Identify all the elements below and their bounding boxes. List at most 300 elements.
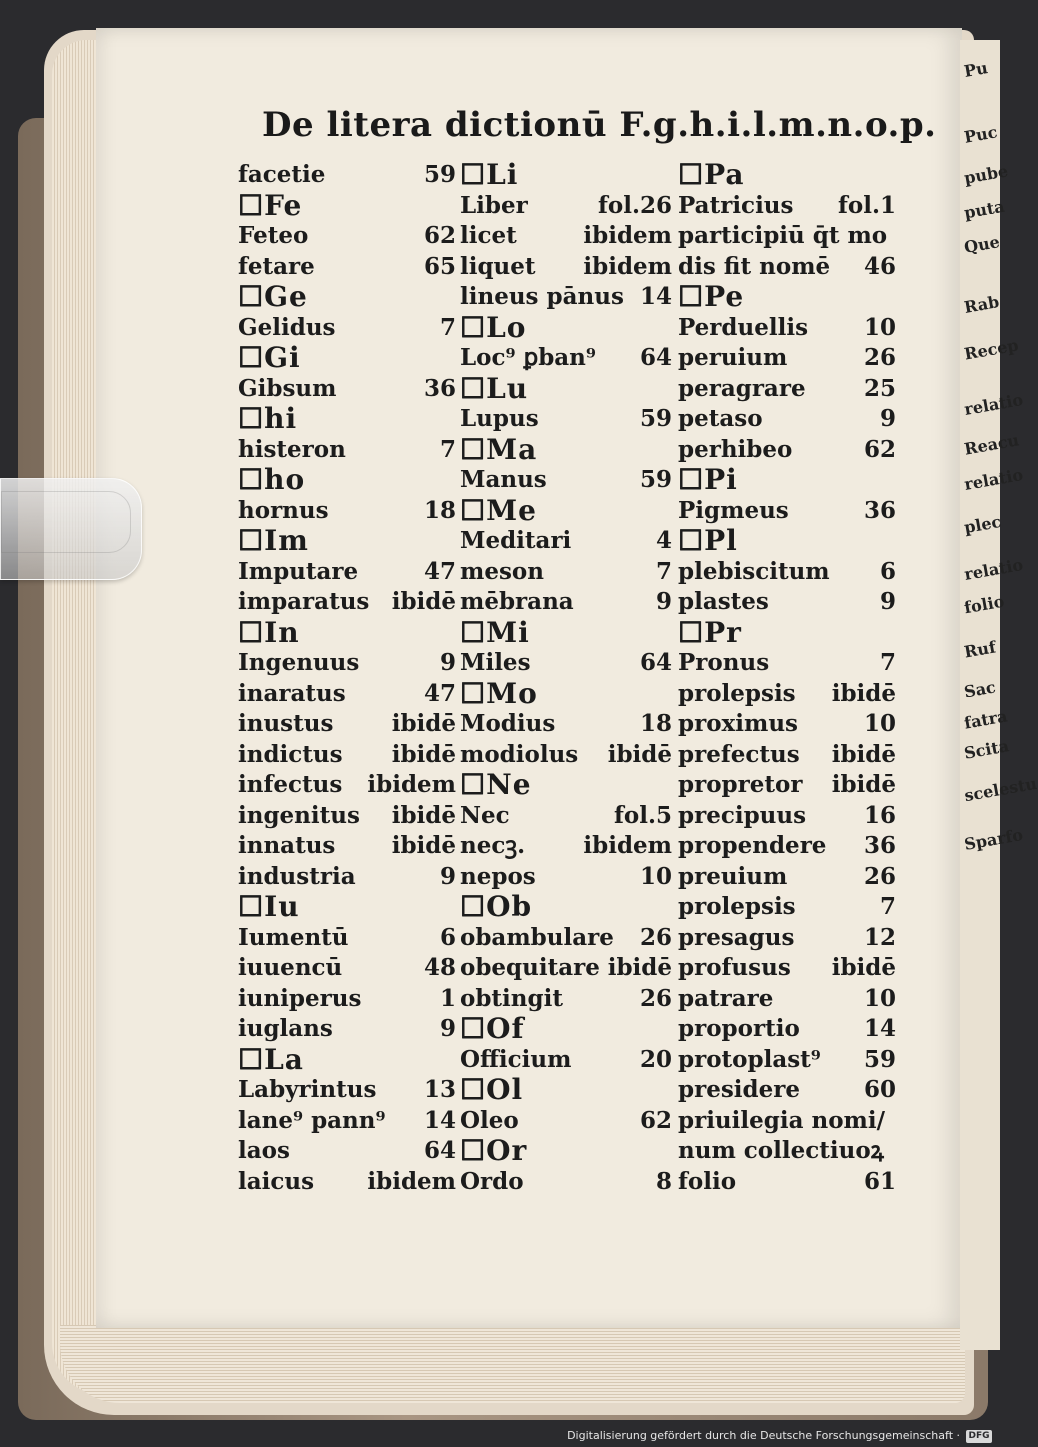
entry-term: ☐ho [238, 463, 306, 496]
entry-term: ☐Li [460, 158, 519, 191]
entry-term: ☐La [238, 1042, 304, 1076]
entry-term: ☐Mi [460, 615, 530, 649]
right-page-word: Reacu [962, 430, 1021, 459]
entry-folio: 59 [639, 405, 672, 432]
entry-term: Liber [460, 191, 528, 219]
entry-folio: 26 [863, 862, 896, 890]
letter-heading [460, 371, 672, 405]
entry-term: imparatus [238, 588, 370, 615]
index-entry [238, 923, 456, 954]
entry-folio: 16 [863, 801, 896, 829]
index-column-1 [238, 160, 456, 1197]
index-entry [238, 740, 456, 771]
entry-term: ingenitus [238, 801, 360, 829]
entry-term: ☐Gi [238, 341, 301, 374]
entry-folio: 62 [639, 1106, 672, 1134]
letter-heading [238, 465, 456, 496]
index-entry [678, 801, 896, 832]
index-entry [678, 984, 896, 1015]
index-entry [678, 374, 896, 405]
entry-folio: 7 [879, 649, 896, 676]
entry-folio: ibidē [391, 832, 456, 859]
index-entry [678, 1075, 896, 1106]
letter-heading [460, 310, 672, 344]
entry-term: ☐Lu [460, 371, 529, 405]
index-entry [678, 404, 896, 435]
right-page-word: puta [962, 196, 1006, 223]
right-page-word: Sac [962, 677, 998, 702]
entry-term: lane⁹ pann⁹ [238, 1106, 386, 1134]
entry-term: ☐Ma [460, 432, 538, 466]
index-entry [460, 984, 672, 1015]
entry-term: Modius [460, 710, 556, 737]
entry-term: Pronus [678, 649, 770, 676]
entry-term: Imputare [238, 557, 359, 585]
entry-folio: ibidē [607, 740, 672, 768]
letter-heading [238, 404, 456, 435]
entry-term: participiū q̄t mo [678, 222, 888, 249]
entry-term: Meditari [460, 527, 572, 554]
letter-heading [238, 526, 456, 557]
letter-heading [678, 526, 896, 557]
index-entry [238, 679, 456, 710]
entry-folio: 4 [655, 527, 672, 554]
index-entry [460, 221, 672, 252]
index-entry [460, 740, 672, 771]
index-entry [678, 740, 896, 771]
entry-term: propretor [678, 771, 803, 798]
entry-term: laos [238, 1137, 290, 1164]
index-entry [678, 252, 896, 283]
index-entry [460, 404, 672, 435]
entry-term: profusus [678, 954, 791, 981]
index-entry [460, 557, 672, 588]
entry-folio: 26 [639, 923, 672, 951]
entry-term: obambulare [460, 923, 614, 951]
dfg-logo-icon: DFG [966, 1430, 992, 1443]
entry-term: innatus [238, 832, 336, 859]
entry-folio: 9 [879, 405, 896, 432]
entry-term: iuniperus [238, 984, 362, 1012]
entry-term: peruium [678, 344, 788, 371]
entry-folio: 65 [423, 252, 456, 280]
entry-folio: 8 [655, 1167, 672, 1195]
entry-term: plastes [678, 588, 769, 615]
entry-term: patrare [678, 984, 774, 1012]
index-entry [238, 221, 456, 252]
entry-term: facetie [238, 161, 326, 188]
entry-term: ☐Im [238, 524, 309, 557]
page-stack-bottom [60, 1325, 965, 1403]
entry-folio: 14 [423, 1106, 456, 1134]
right-page-word: scelestu [962, 773, 1038, 806]
entry-term: obequitare [460, 954, 600, 981]
index-entry [678, 953, 896, 984]
index-entry [238, 587, 456, 618]
letter-heading [460, 1136, 672, 1167]
index-entry [238, 953, 456, 984]
right-page-word: plec [962, 511, 1003, 538]
index-entry [678, 648, 896, 679]
right-page-word: Scita [962, 736, 1011, 763]
entry-term: proximus [678, 710, 798, 737]
index-entry [460, 465, 672, 496]
entry-folio: 61 [863, 1167, 896, 1195]
entry-term: Ordo [460, 1167, 524, 1195]
entry-term: prolepsis [678, 679, 796, 707]
entry-term: ☐Pi [678, 463, 738, 496]
entry-folio: 10 [863, 984, 896, 1012]
index-entry [678, 923, 896, 954]
entry-folio: 10 [863, 313, 896, 341]
entry-term: priuilegia nomi/ [678, 1106, 886, 1134]
index-entry [238, 801, 456, 832]
index-entry [678, 1136, 896, 1167]
entry-term: Miles [460, 649, 531, 676]
index-entry [678, 892, 896, 923]
entry-term: ☐Iu [238, 890, 300, 923]
entry-term: Ingenuus [238, 649, 360, 676]
entry-term: ☐Pr [678, 615, 742, 649]
entry-term: protoplast⁹ [678, 1045, 821, 1073]
entry-folio: 18 [423, 496, 456, 524]
entry-folio: 48 [423, 954, 456, 981]
index-entry [238, 1167, 456, 1198]
entry-term: ☐In [238, 615, 300, 649]
letter-heading [238, 282, 456, 313]
right-page-word: Rab [962, 292, 1001, 317]
entry-term: perhibeo [678, 435, 793, 463]
entry-term: folio [678, 1167, 737, 1195]
entry-term: ☐Of [460, 1012, 525, 1045]
index-entry [460, 648, 672, 679]
entry-term: preuium [678, 862, 788, 890]
entry-folio: 25 [863, 374, 896, 402]
entry-term: Feteo [238, 222, 309, 249]
letter-heading [460, 676, 672, 710]
right-page-word: Ruf [962, 637, 998, 662]
entry-term: ☐Pl [678, 524, 738, 557]
entry-term: iuuencū [238, 954, 343, 981]
right-page-word: relatio [962, 465, 1025, 494]
entry-term: proportio [678, 1015, 800, 1042]
entry-term: Gibsum [238, 374, 337, 402]
index-entry [678, 1106, 896, 1137]
letter-heading [460, 892, 672, 923]
entry-folio: 47 [423, 557, 456, 585]
entry-term: Lupus [460, 405, 539, 432]
entry-folio: 59 [639, 466, 672, 493]
entry-folio: fol.5 [614, 801, 672, 829]
entry-folio: ibidē [831, 771, 896, 798]
index-entry [460, 953, 672, 984]
index-entry [460, 191, 672, 222]
right-page-word: Sparfo [962, 825, 1025, 854]
entry-folio: 7 [879, 893, 896, 920]
entry-term: infectus [238, 771, 343, 798]
entry-term: ☐Ne [460, 768, 532, 801]
entry-folio: 36 [423, 374, 456, 402]
index-entry [678, 1167, 896, 1198]
entry-folio: ibidē [391, 801, 456, 829]
index-entry [678, 770, 896, 801]
entry-term: indictus [238, 740, 343, 768]
entry-folio: 7 [439, 313, 456, 341]
right-page-word: Que [962, 232, 1002, 257]
entry-term: propendere [678, 832, 827, 859]
index-entry [238, 557, 456, 588]
index-column-2 [460, 160, 672, 1197]
letter-heading [460, 432, 672, 466]
index-entry [238, 831, 456, 862]
letter-heading [238, 1042, 456, 1076]
entry-folio: 59 [863, 1045, 896, 1073]
index-entry [460, 1106, 672, 1137]
entry-term: nepos [460, 862, 536, 890]
entry-folio: ibidē [831, 740, 896, 768]
entry-folio: 59 [423, 161, 456, 188]
entry-term: petaso [678, 405, 763, 432]
index-entry [238, 1075, 456, 1106]
entry-term: necꝫ. [460, 832, 526, 859]
index-entry [238, 374, 456, 405]
entry-term: licet [460, 222, 517, 249]
index-entry [238, 1136, 456, 1167]
entry-term: Nec [460, 801, 510, 829]
entry-folio: ibidē [831, 679, 896, 707]
entry-folio: fol.1 [838, 191, 896, 219]
letter-heading [238, 615, 456, 649]
index-column-3 [678, 160, 896, 1197]
entry-folio: 36 [863, 832, 896, 859]
entry-folio: ibidem [367, 771, 456, 798]
letter-heading [678, 615, 896, 649]
entry-folio: 9 [439, 862, 456, 890]
entry-folio: ibidē [391, 710, 456, 737]
entry-folio: 36 [863, 496, 896, 524]
footer-bar [0, 1427, 1000, 1447]
entry-term: lineus pānus [460, 283, 624, 310]
entry-folio: 10 [863, 710, 896, 737]
index-entry [678, 709, 896, 740]
letter-heading [460, 160, 672, 191]
index-entry [678, 831, 896, 862]
index-entry [678, 862, 896, 893]
index-entry [678, 587, 896, 618]
letter-heading [238, 343, 456, 374]
letter-heading [678, 160, 896, 191]
letter-heading [678, 282, 896, 313]
entry-folio: ibidem [367, 1167, 456, 1195]
index-entry [238, 1014, 456, 1045]
glass-page-holder [0, 478, 142, 580]
entry-folio: 9 [439, 1015, 456, 1042]
entry-term: ☐Or [460, 1134, 528, 1167]
entry-term: industria [238, 862, 356, 890]
entry-folio: 18 [639, 710, 672, 737]
right-page-word: relatio [962, 555, 1025, 584]
entry-term: iuglans [238, 1015, 333, 1042]
index-entry [238, 709, 456, 740]
entry-term: Patricius [678, 191, 794, 219]
entry-term: meson [460, 557, 544, 585]
entry-term: presidere [678, 1076, 800, 1103]
entry-term: ☐Fe [238, 188, 303, 222]
entry-folio: 47 [423, 679, 456, 707]
index-entry [460, 1045, 672, 1076]
index-entry [678, 191, 896, 222]
letter-heading [460, 1014, 672, 1045]
entry-term: ☐Ol [460, 1073, 524, 1106]
right-page-word: folio [962, 591, 1006, 618]
entry-folio: 12 [863, 923, 896, 951]
entry-folio: 10 [639, 862, 672, 890]
index-entry [460, 923, 672, 954]
entry-term: liquet [460, 252, 536, 280]
entry-term: ☐Ob [460, 890, 533, 923]
entry-term: Officium [460, 1045, 572, 1073]
entry-term: Pigmeus [678, 496, 789, 524]
entry-folio: 62 [863, 435, 896, 463]
entry-folio: 64 [639, 344, 672, 371]
index-entry [460, 282, 672, 313]
index-entry [238, 862, 456, 893]
entry-term: Oleo [460, 1106, 519, 1134]
index-entry [238, 648, 456, 679]
entry-term: Perduellis [678, 313, 809, 341]
entry-folio: 26 [639, 984, 672, 1012]
right-page-word: Puc [962, 122, 999, 147]
entry-term: modiolus [460, 740, 579, 768]
entry-folio: 9 [655, 588, 672, 615]
entry-term: inustus [238, 710, 334, 737]
letter-heading [460, 493, 672, 527]
index-entry [460, 862, 672, 893]
entry-folio: 26 [863, 344, 896, 371]
right-page-word: fatra [962, 706, 1009, 733]
right-page-word: pube [962, 161, 1010, 188]
entry-folio: 9 [439, 649, 456, 676]
entry-folio: 60 [863, 1076, 896, 1103]
index-entry [678, 496, 896, 527]
index-entry [460, 526, 672, 557]
index-entry [678, 1045, 896, 1076]
entry-term: ☐Lo [460, 310, 527, 344]
entry-term: histeron [238, 435, 346, 463]
entry-folio: ibidem [583, 222, 672, 249]
entry-folio: 6 [439, 923, 456, 951]
index-entry [238, 1106, 456, 1137]
index-entry [460, 343, 672, 374]
index-entry [460, 709, 672, 740]
entry-term: ☐Pe [678, 280, 745, 313]
letter-heading [460, 615, 672, 649]
index-entry [678, 557, 896, 588]
entry-term: precipuus [678, 801, 807, 829]
entry-folio: ibidē [391, 740, 456, 768]
entry-term: fetare [238, 252, 315, 280]
right-page-fragment [960, 40, 1038, 1350]
entry-term: laicus [238, 1167, 315, 1195]
entry-folio: 9 [879, 588, 896, 615]
letter-heading [460, 1075, 672, 1106]
entry-folio: 64 [423, 1137, 456, 1164]
entry-folio: ibidē [831, 954, 896, 981]
letter-heading [678, 465, 896, 496]
index-entry [238, 313, 456, 344]
entry-term: dis fit nomē [678, 252, 831, 280]
entry-term: ☐Me [460, 493, 537, 527]
letter-heading [238, 892, 456, 923]
entry-folio: 6 [879, 557, 896, 585]
index-entry [678, 435, 896, 466]
index-entry [678, 343, 896, 374]
entry-term: Labyrintus [238, 1076, 377, 1103]
right-page-word: Recep [962, 335, 1020, 364]
entry-folio: 1 [439, 984, 456, 1012]
entry-folio: ibidem [583, 252, 672, 280]
entry-folio: 64 [639, 649, 672, 676]
entry-term: plebiscitum [678, 557, 830, 585]
index-entry [678, 679, 896, 710]
entry-term: inaratus [238, 679, 346, 707]
entry-folio: 13 [423, 1076, 456, 1103]
entry-folio: 7 [439, 435, 456, 463]
entry-term: ☐Ge [238, 280, 308, 313]
index-entry [460, 1167, 672, 1198]
index-entry [460, 831, 672, 862]
entry-term: ☐Mo [460, 676, 538, 710]
letter-heading [238, 188, 456, 222]
entry-folio: 7 [655, 557, 672, 585]
entry-term: presagus [678, 923, 795, 951]
footer-credit: Digitalisierung gefördert durch die Deutsche Forschungsgemeinschaft · [567, 1429, 960, 1442]
entry-term: ☐Pa [678, 158, 745, 191]
letter-heading [460, 770, 672, 801]
index-entry [238, 770, 456, 801]
index-entry [238, 160, 456, 191]
entry-term: obtingit [460, 984, 563, 1012]
right-page-word: relatio [962, 390, 1025, 419]
right-page-word: Pu [962, 58, 990, 81]
entry-term: prolepsis [678, 893, 796, 920]
index-entry [238, 496, 456, 527]
entry-term: Manus [460, 466, 547, 493]
index-entry [678, 1014, 896, 1045]
entry-folio: 62 [423, 222, 456, 249]
entry-folio: 20 [639, 1045, 672, 1073]
index-entry [238, 984, 456, 1015]
entry-term: hornus [238, 496, 329, 524]
entry-term: Loc⁹ ꝑban⁹ [460, 344, 596, 371]
entry-folio: 14 [639, 283, 672, 310]
index-entry [678, 221, 896, 252]
page-heading: De litera dictionū F.g.h.i.l.m.n.o.p. [262, 105, 937, 145]
index-entry [678, 313, 896, 344]
entry-term: mēbrana [460, 588, 574, 615]
entry-folio: ibidem [583, 832, 672, 859]
entry-folio: 46 [863, 252, 896, 280]
entry-term: num collectiuoꝝ [678, 1137, 884, 1164]
index-entry [238, 252, 456, 283]
index-entry [460, 587, 672, 618]
entry-term: peragrare [678, 374, 806, 402]
entry-folio: fol.26 [598, 191, 672, 219]
entry-folio: ibidē [607, 954, 672, 981]
entry-term: Iumentū [238, 923, 349, 951]
index-entry [460, 252, 672, 283]
index-entry [238, 435, 456, 466]
